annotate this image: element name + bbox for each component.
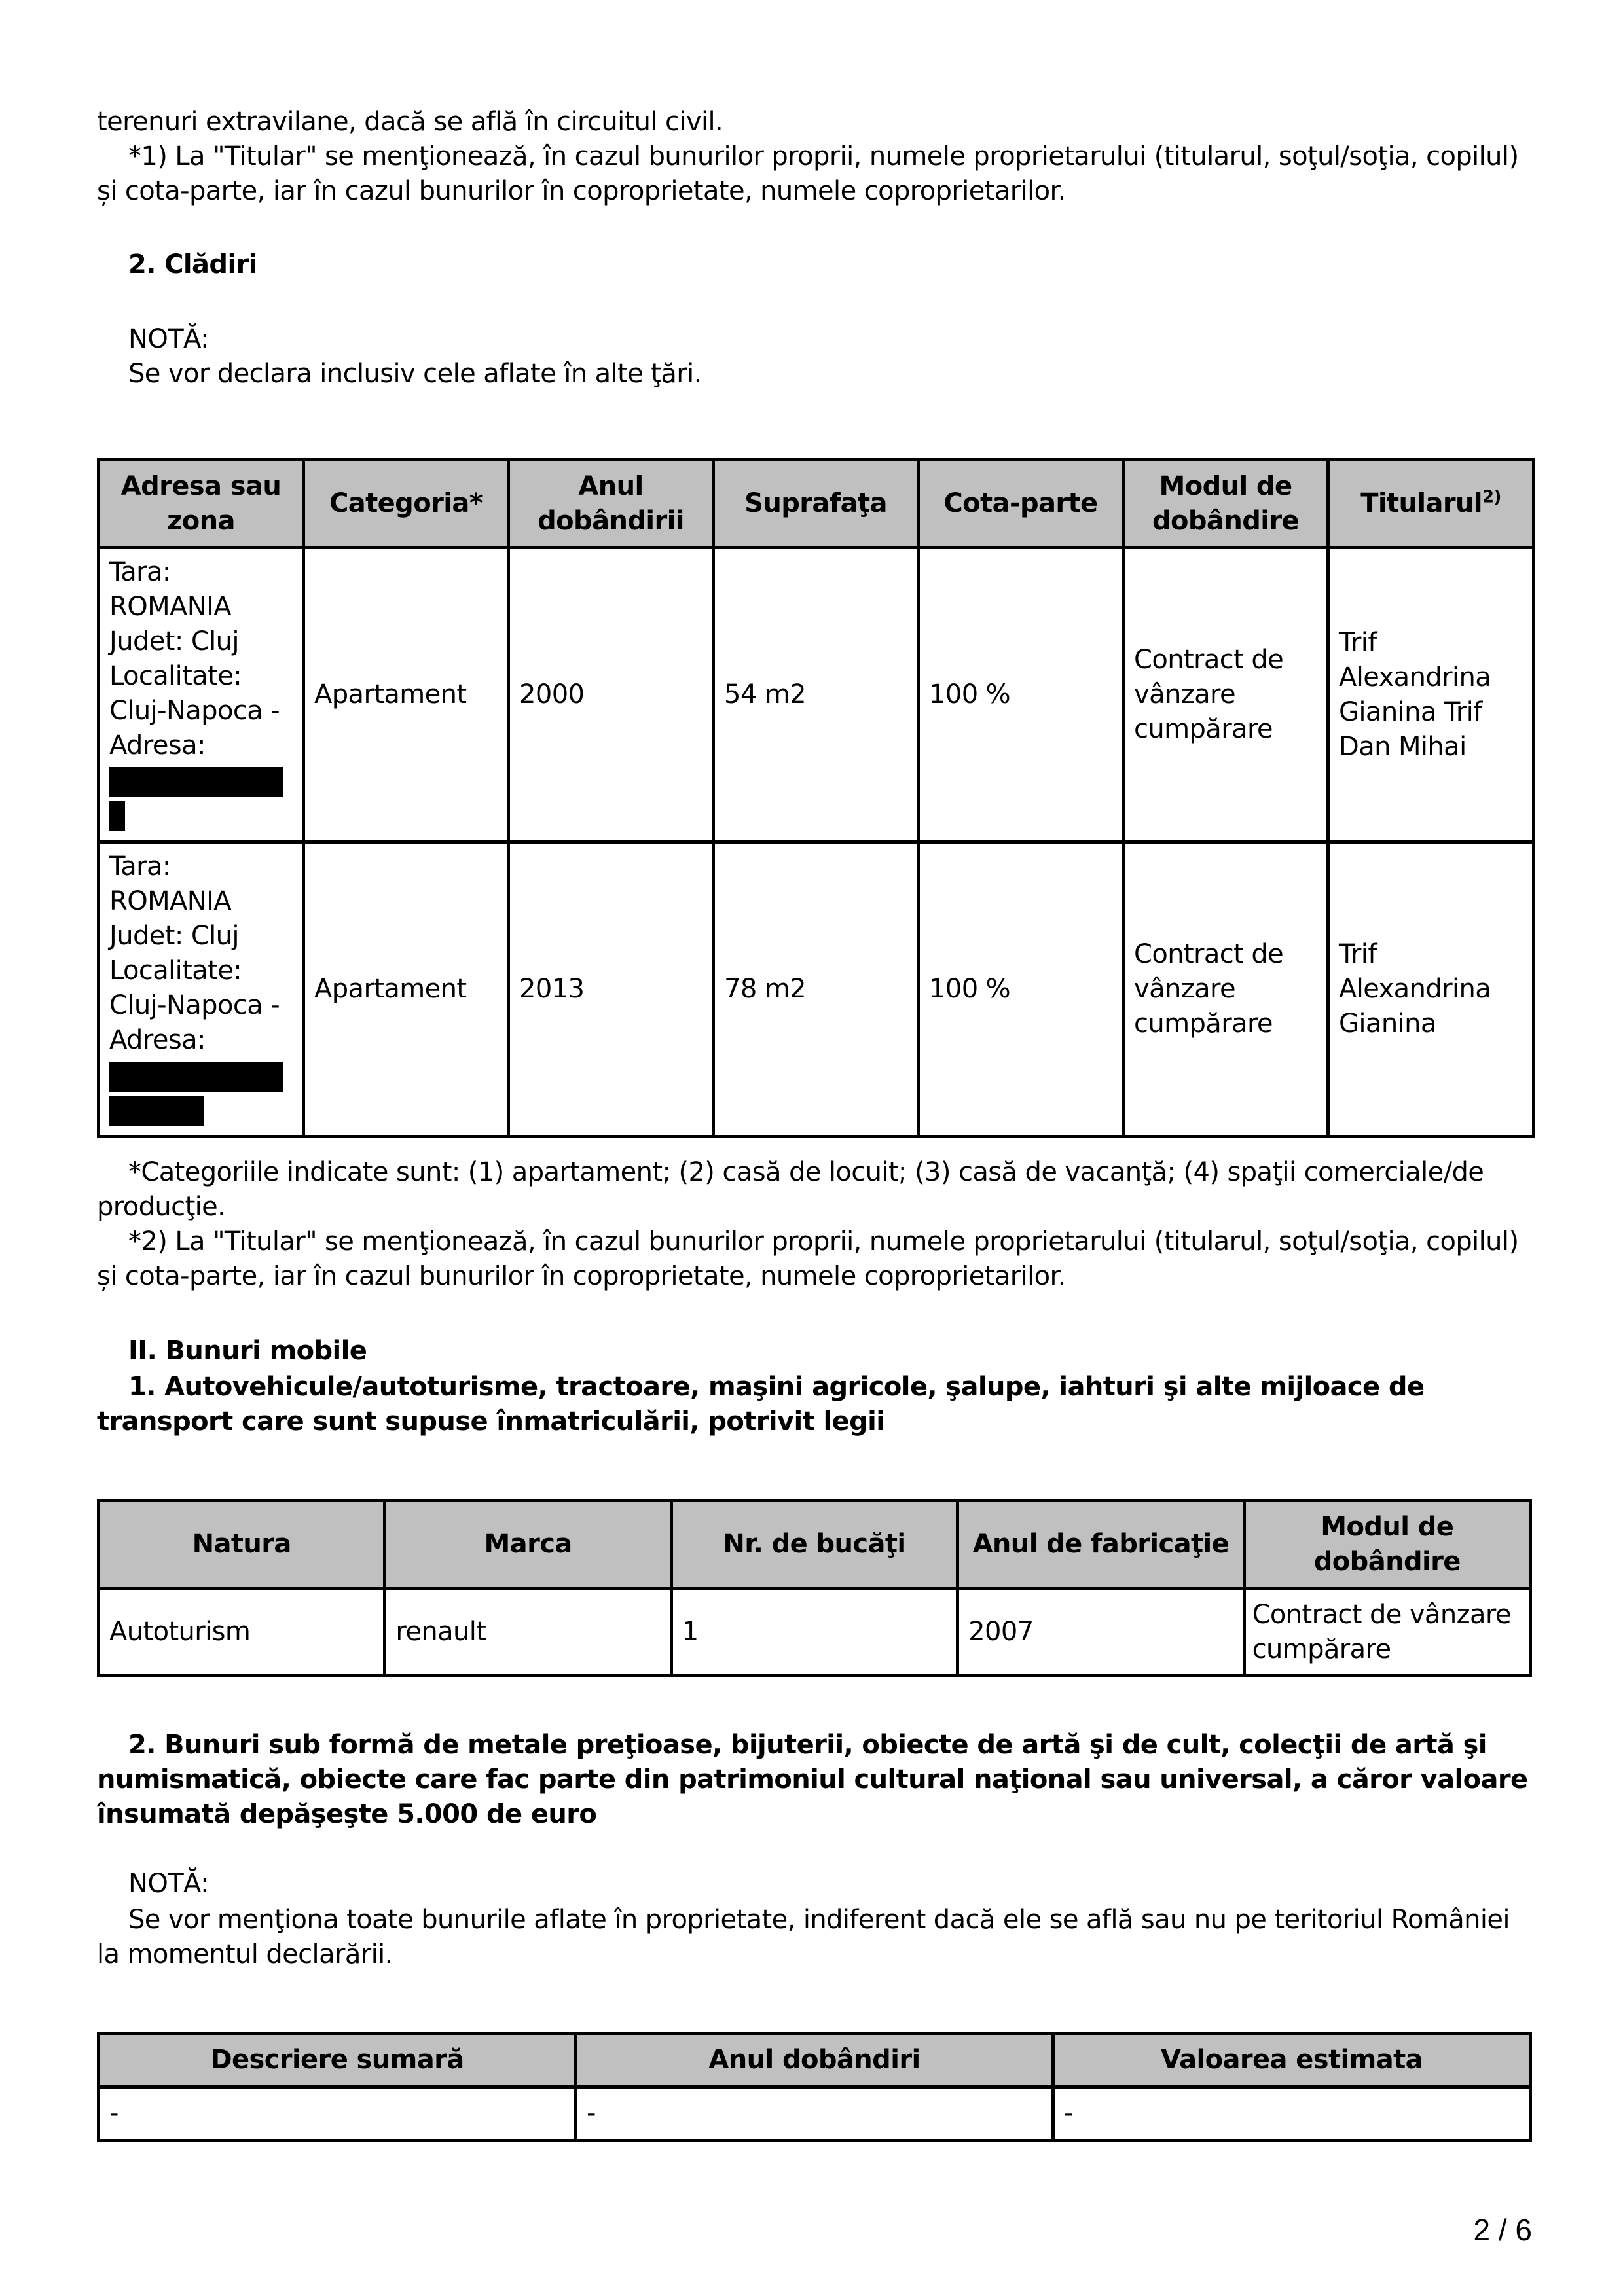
footnote-categorii: *Categoriile indicate sunt: (1) apartament; (2) casă de locuit; (3) casă de vacanţă; (4) spaţii comerciale/de producţie. <box>97 1157 1484 1222</box>
col-header-marca: Marca <box>385 1501 671 1588</box>
col-header-valoarea: Valoarea estimata <box>1053 2034 1531 2087</box>
subsection-heading-autovehicule: 1. Autovehicule/autoturisme, tractoare, maşini agricole, şalupe, iahturi şi alte mijloace de transport care sunt supuse înmatriculării, potrivit legii <box>97 1372 1425 1437</box>
natura-cell: Autoturism <box>99 1588 385 1676</box>
col-header-categoria: Categoria* <box>304 460 509 548</box>
descriere-cell: - <box>99 2087 576 2141</box>
valuables-table <box>97 2032 1532 2142</box>
categoria-cell: Apartament <box>304 842 509 1137</box>
col-header-titular: Titularul$^{2)}$ <box>1328 460 1534 548</box>
valoarea-cell: - <box>1053 2087 1531 2141</box>
table-row <box>99 842 1534 1137</box>
col-header-nr-bucati: Nr. de bucăţi <box>671 1501 957 1588</box>
note-text: Se vor declara inclusiv cele aflate în alte ţări. <box>128 359 702 389</box>
vehicles-table-wrapper <box>97 1499 1532 1677</box>
note-label: NOTĂ: <box>128 1869 209 1899</box>
col-header-adresa: Adresa sau zona <box>99 460 304 548</box>
intro-line: terenuri extravilane, dacă se află în circuitul civil. <box>97 107 723 137</box>
anul-fabricatie-cell: 2007 <box>958 1588 1244 1676</box>
redacted-block <box>109 1062 283 1092</box>
col-header-anul: Anul dobândirii <box>509 460 714 548</box>
buildings-table <box>97 458 1535 1138</box>
col-header-descriere: Descriere sumară <box>99 2034 576 2087</box>
anul-cell: 2000 <box>509 548 714 842</box>
cota-cell: 100 % <box>919 842 1123 1137</box>
redacted-block <box>109 767 283 797</box>
nr-bucati-cell: 1 <box>671 1588 957 1676</box>
titular-cell: Trif Alexandrina Gianina Trif Dan Mihai <box>1328 548 1534 842</box>
footnote-marker: 2) <box>1482 487 1501 507</box>
col-header-modul: Modul de dobândire <box>1123 460 1328 548</box>
categoria-cell: Apartament <box>304 548 509 842</box>
address-cell: Tara: ROMANIA Judet: Cluj Localitate: Cluj-Napoca - Adresa: <box>99 548 304 842</box>
table-row <box>99 1588 1531 1676</box>
section-heading-bunuri-mobile: II. Bunuri mobile <box>128 1336 367 1366</box>
marca-cell: renault <box>385 1588 671 1676</box>
col-header-suprafata: Suprafaţa <box>714 460 919 548</box>
buildings-table-wrapper <box>97 458 1532 1138</box>
modul-cell: Contract de vânzare cumpărare <box>1244 1588 1530 1676</box>
note-label: NOTĂ: <box>128 324 209 354</box>
footnote-titular-1: *1) La "Titular" se menţionează, în cazul bunurilor proprii, numele proprietarului (titularul, soţul/soţia, copilul) și cota-parte, iar în cazul bunurilor în coproprietate, numele coproprietarilor. <box>97 141 1519 206</box>
anul-dobandiri-cell: - <box>576 2087 1053 2141</box>
page-number: 2 / 6 <box>1473 2213 1532 2247</box>
suprafata-cell: 78 m2 <box>714 842 919 1137</box>
modul-cell: Contract de vânzare cumpărare <box>1123 842 1328 1137</box>
table-row <box>99 2087 1531 2141</box>
table-header-row <box>99 2034 1531 2087</box>
table-header-row <box>99 460 1534 548</box>
section-heading-cladiri: 2. Clădiri <box>128 249 257 279</box>
modul-cell: Contract de vânzare cumpărare <box>1123 548 1328 842</box>
vehicles-table <box>97 1499 1532 1677</box>
subsection-heading-bunuri-pretioase: 2. Bunuri sub formă de metale preţioase, bijuterii, obiecte de artă şi de cult, colecţii de artă şi numismatică, obiecte care fac parte din patrimoniul cultural naţional sau universal, a căror valoare însumată depăşeşte 5.000 de euro <box>97 1730 1528 1829</box>
cota-cell: 100 % <box>919 548 1123 842</box>
col-header-anul-dobandiri: Anul dobândiri <box>576 2034 1053 2087</box>
col-header-anul-fabricatie: Anul de fabricaţie <box>958 1501 1244 1588</box>
col-header-cota: Cota-parte <box>919 460 1123 548</box>
valuables-table-wrapper <box>97 2032 1532 2142</box>
redacted-block <box>109 1096 204 1126</box>
anul-cell: 2013 <box>509 842 714 1137</box>
redacted-block <box>109 801 125 831</box>
suprafata-cell: 54 m2 <box>714 548 919 842</box>
footnote-titular-2: *2) La "Titular" se menţionează, în cazul bunurilor proprii, numele proprietarului (titularul, soţul/soţia, copilul) și cota-parte, iar în cazul bunurilor în coproprietate, numele coproprietarilor. <box>97 1227 1519 1291</box>
titular-cell: Trif Alexandrina Gianina <box>1328 842 1534 1137</box>
col-header-natura: Natura <box>99 1501 385 1588</box>
col-header-modul: Modul de dobândire <box>1244 1501 1530 1588</box>
note-text: Se vor menţiona toate bunurile aflate în proprietate, indiferent dacă ele se află sau nu pe teritoriul României la momentul declarării. <box>97 1905 1510 1969</box>
table-row <box>99 548 1534 842</box>
table-header-row <box>99 1501 1531 1588</box>
address-cell: Tara: ROMANIA Judet: Cluj Localitate: Cluj-Napoca - Adresa: <box>99 842 304 1137</box>
